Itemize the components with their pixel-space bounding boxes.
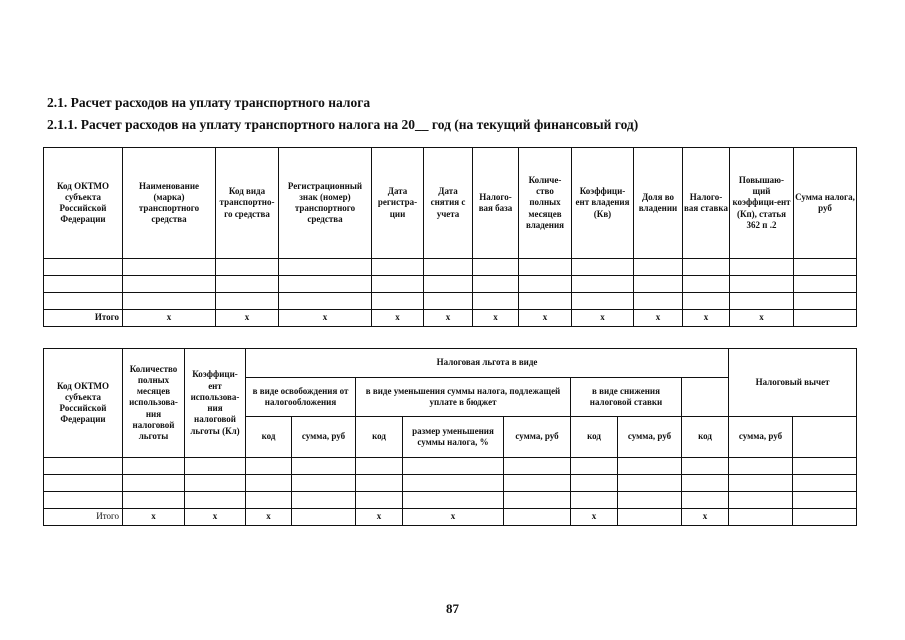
header-tax-base: Налого-вая база: [473, 148, 519, 259]
total-cell: x: [682, 509, 729, 526]
header-reduction-percent: размер уменьшения суммы налога, %: [403, 417, 504, 458]
tax-benefit-table: [43, 348, 857, 526]
header-oktmo: Код ОКТМО субъекта Российской Федерации: [44, 349, 123, 458]
section-heading-2-1: 2.1. Расчет расходов на уплату транспортного налога: [47, 95, 371, 110]
header-deregistration-date: Дата снятия с учета: [424, 148, 473, 259]
section-heading-2-1-1: 2.1.1. Расчет расходов на уплату транспортного налога на 20__ год (на текущий финансовый год): [47, 117, 639, 132]
total-row: [44, 509, 857, 526]
header-ownership-share: Доля во владении: [634, 148, 683, 259]
header-benefit-months: Количество полных месяцев использова-ния налоговой льготы: [123, 349, 185, 458]
header-amount: сумма, руб: [504, 417, 571, 458]
table-header-row: [44, 148, 857, 259]
header-reduction: в виде уменьшения суммы налога, подлежащей уплате в бюджет: [356, 378, 571, 417]
header-code: код: [682, 417, 729, 458]
table-row: [44, 276, 857, 293]
header-registration-date: Дата регистра-ции: [372, 148, 424, 259]
total-cell: [292, 509, 356, 526]
header-exemption: в виде освобождения от налогообложения: [246, 378, 356, 417]
total-row: [44, 310, 857, 327]
header-tax-amount: Сумма налога, руб: [794, 148, 857, 259]
header-ownership-coefficient: Коэффици-ент владения (Кв): [572, 148, 634, 259]
header-tax-rate: Налого-вая ставка: [683, 148, 730, 259]
total-cell: x: [372, 310, 424, 327]
header-oktmo: Код ОКТМО субъекта Российской Федерации: [44, 148, 123, 259]
header-code: код: [571, 417, 618, 458]
total-cell: [729, 509, 793, 526]
header-code: код: [356, 417, 403, 458]
total-cell: x: [519, 310, 572, 327]
total-cell: x: [683, 310, 730, 327]
table-row: [44, 293, 857, 310]
table-row: [44, 475, 857, 492]
total-cell: x: [123, 310, 216, 327]
table-row: [44, 458, 857, 475]
header-amount: сумма, руб: [729, 417, 793, 458]
total-cell: x: [216, 310, 279, 327]
total-cell: x: [634, 310, 683, 327]
header-code: код: [246, 417, 292, 458]
header-rate-reduction: в виде снижения налоговой ставки: [571, 378, 682, 417]
transport-tax-table: [43, 147, 857, 327]
table-row: [44, 259, 857, 276]
header-months-owned: Количе-ство полных месяцев владения: [519, 148, 572, 259]
header-registration-number: Регистрационный знак (номер) транспортного средства: [279, 148, 372, 259]
header-amount: сумма, руб: [618, 417, 682, 458]
page-number: 87: [446, 601, 459, 616]
total-cell: x: [473, 310, 519, 327]
header-vehicle-type-code: Код вида транспортно-го средства: [216, 148, 279, 259]
header-increasing-coefficient: Повышаю-щий коэффици-ент (Кп), статья 362 п .2: [730, 148, 794, 259]
total-cell: [618, 509, 682, 526]
total-cell: x: [279, 310, 372, 327]
total-cell: x: [356, 509, 403, 526]
header-tax-deduction-group: Налоговый вычет: [729, 349, 857, 417]
total-cell: x: [424, 310, 473, 327]
header-amount: сумма, руб: [292, 417, 356, 458]
total-cell: x: [572, 310, 634, 327]
total-cell: x: [123, 509, 185, 526]
total-label: Итого: [44, 310, 123, 327]
total-cell: x: [730, 310, 794, 327]
total-cell: [794, 310, 857, 327]
total-cell: x: [403, 509, 504, 526]
table-header-row: [44, 349, 857, 378]
total-cell: x: [185, 509, 246, 526]
total-cell: [504, 509, 571, 526]
total-label: Итого: [44, 509, 123, 526]
table-row: [44, 492, 857, 509]
total-cell: [793, 509, 857, 526]
total-cell: x: [246, 509, 292, 526]
header-vehicle-name: Наименование (марка) транспортного средства: [123, 148, 216, 259]
header-benefit-coefficient: Коэффици-ент использова-ния налоговой льготы (Кл): [185, 349, 246, 458]
total-cell: x: [571, 509, 618, 526]
header-tax-benefit-group: Налоговая льгота в виде: [246, 349, 729, 378]
